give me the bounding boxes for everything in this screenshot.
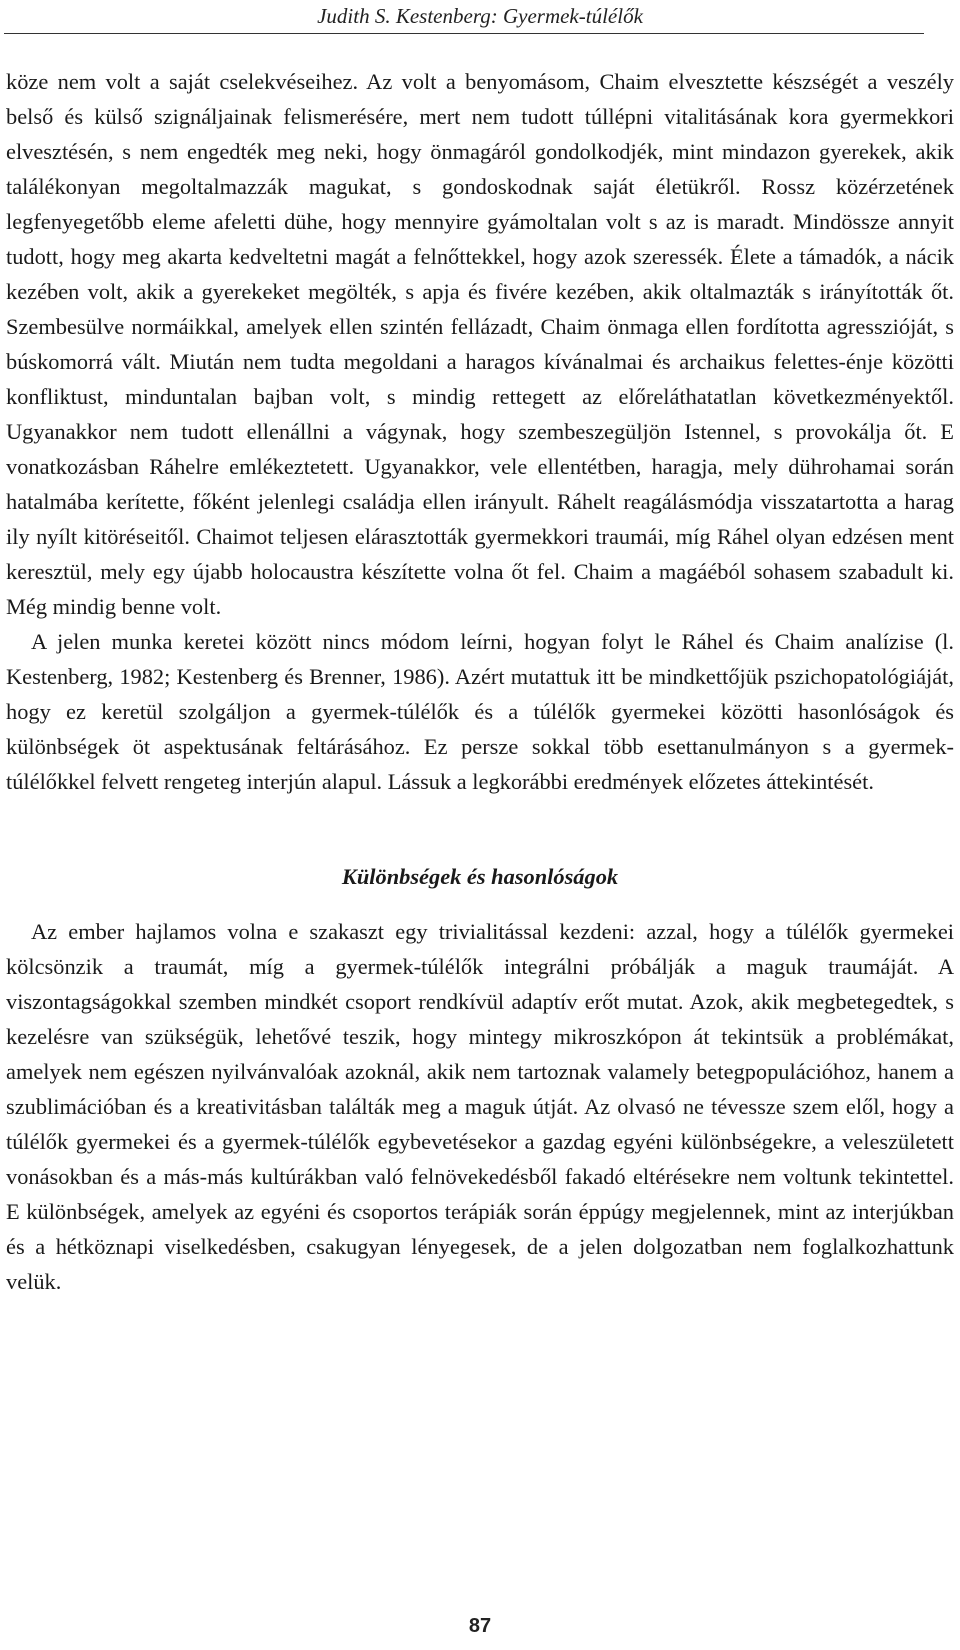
paragraph: A jelen munka keretei között nincs módom leírni, hogyan folyt le Ráhel és Chaim analízise (l. Kestenberg, 1982; Kestenberg és Brenner, 1986). Azért mutattuk itt be mindkettőjük pszichopatológiáját, hogy ez keretül szolgáljon a gyermek-túlélők és a túlélők gyermekei közötti hasonlóságok és különbségek öt aspektusának feltárásához. Ez persze sokkal több esettanulmányon s a gyermek-túlélőkkel felvett rengeteg interjún alapul. Lássuk a legkorábbi eredmények előzetes áttekintését.	[6, 629, 954, 794]
running-header: Judith S. Kestenberg: Gyermek-túlélők	[317, 4, 643, 28]
page-number: 87	[468, 1615, 492, 1637]
body-text	[6, 64, 954, 1299]
paragraph: köze nem volt a saját cselekvéseihez. Az volt a benyomásom, Chaim elvesztette készségét a veszély belső és külső szignáljainak felismerésére, mert nem tudott túllépni vitalitásának kora gyermekkori elvesztésén, s nem engedték meg neki, hogy önmagáról gondolkodjék, mint mindazon gyerekek, akik találékonyan megoltalmazzák magukat, s gondoskodnak saját életükről. Rossz közérzetének legfenyegetőbb eleme afeletti dühe, hogy mennyire gyámoltalan volt s az is maradt. Mindössze annyit tudott, hogy meg akarta kedveltetni magát a felnőttekkel, hogy azok szeressék. Élete a támadók, a nácik kezében volt, akik a gyerekeket megölték, s apja és fivére kezében, akik oltalmazták s irányították őt. Szembesülve normáikkal, amelyek ellen szintén fellázadt, Chaim önmaga ellen fordította agresszióját, s búskomorrá vált. Miután nem tudta megoldani a haragos kívánalmai és archaikus felettes-énje közötti konfliktust, minduntalan bajban volt, s mindig rettegett az előreláthatatlan következményektől. Ugyanakkor nem tudott ellenállni a vágynak, hogy szembeszegüljön Istennel, s provokálja őt. E vonatkozásban Ráhelre emlékeztetett. Ugyanakkor, vele ellentétben, haragja, mely dührohamai során hatalmába kerítette, főként jelenlegi családja ellen irányult. Ráhelt reagálásmódja visszatartotta a harag ily nyílt kitöréseitől. Chaimot teljesen elárasztották gyermekkori traumái, míg Ráhel olyan edzésen ment keresztül, mely egy újabb holocaustra készítette volna őt fel. Chaim a magáéból sohasem szabadult ki. Még mindig benne volt.	[6, 69, 954, 619]
header-divider	[4, 33, 924, 34]
section-heading: Különbségek és hasonlóságok	[341, 864, 619, 889]
paragraph: Az ember hajlamos volna e szakaszt egy trivialitással kezdeni: azzal, hogy a túlélők gyermekei kölcsönzik a traumát, míg a gyermek-túlélők integrálni próbálják a maguk traumáját. A viszontagságokkal szemben mindkét csoport rendkívül adaptív erőt mutat. Azok, akik megbetegedtek, s kezelésre van szükségük, lehetővé teszik, hogy mintegy mikroszkópon át tekintsük a problémákat, amelyek nem egészen nyilvánvalóak azoknál, akik nem tartoznak valamely betegpopulációhoz, hanem a szublimációban és a kreativitásban találták meg a maguk útját. Az olvasó ne tévessze szem elől, hogy a túlélők gyermekei és a gyermek-túlélők egybevetésekor a gazdag egyéni különbségekre, a veleszületett vonásokban és a más-más kultúrákban való felnövekedésből fakadó eltérésekre nem voltunk tekintettel. E különbségek, amelyek az egyéni és csoportos terápiák során éppúgy megjelennek, mint az interjúkban és a hétköznapi viselkedésben, csakugyan lényegesek, de a jelen dolgozatban nem foglalkozhattunk velük.	[6, 919, 954, 1294]
